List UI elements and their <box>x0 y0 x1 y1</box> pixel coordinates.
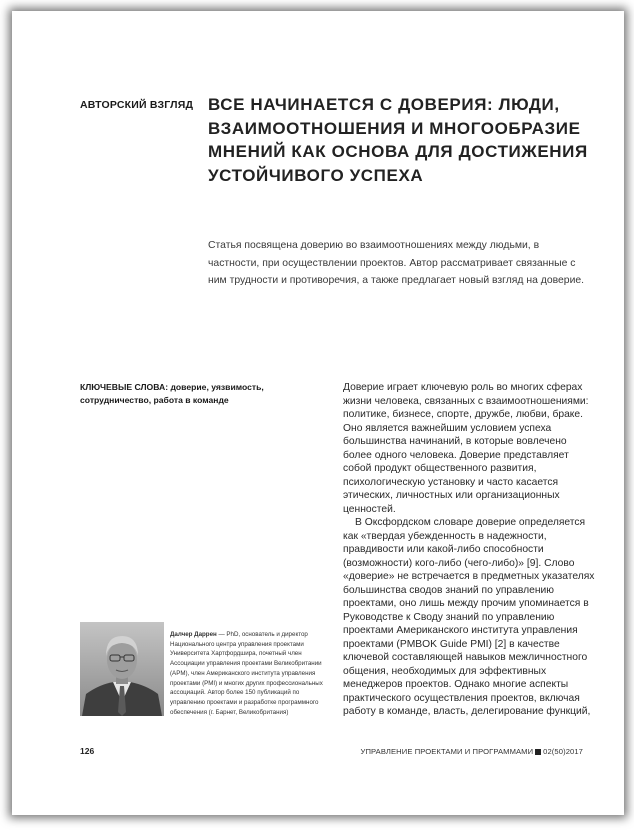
author-name: Далчер Даррен <box>170 631 217 638</box>
journal-name: УПРАВЛЕНИЕ ПРОЕКТАМИ И ПРОГРАММАМИ <box>360 747 534 756</box>
square-separator-icon <box>535 749 541 755</box>
article-body <box>343 381 598 719</box>
section-label: АВТОРСКИЙ ВЗГЛЯД <box>80 99 194 111</box>
keywords: КЛЮЧЕВЫЕ СЛОВА: доверие, уязвимость, сотрудничество, работа в команде <box>80 382 264 405</box>
journal-page <box>12 11 624 815</box>
body-paragraph: В Оксфордском словаре доверие определяется как «твердая убежденность в надежности, правдивости или какой-либо способности (возможности) кого-либо (чего-либо)» [9]. Слово «доверие» не встречается в предметных указателях большинства сводов знаний по управлению проектами, оно лишь между прочим упоминается в Руководстве к Своду знаний по управлению проектами Американского института управления проектами (PMBOK Guide PMI) [2] в качестве ключевой составляющей навыков межличностного общения, необходимых для эффективных менеджеров проектов. Однако многие аспекты практического осуществления проектов, включая работу в команде, власть, делегирование функций, <box>343 517 595 717</box>
journal-issue: 02(50)2017 <box>543 747 583 756</box>
body-paragraph: Доверие играет ключевую роль во многих сферах жизни человека, связанных с взаимоотношениями: политике, бизнесе, спорте, дружбе, любви, браке. Оно является важнейшим условием успеха большинства начинаний, в которые вовлечено более одного человека. Доверие представляет собой продукт общественного развития, психологическую установку и часто касается этических, личностных или организационных ценностей. <box>343 382 589 515</box>
author-bio <box>170 630 334 717</box>
journal-footer <box>361 747 583 756</box>
page-number: 126 <box>80 746 95 756</box>
article-title: ВСЕ НАЧИНАЕТСЯ С ДОВЕРИЯ: ЛЮДИ, ВЗАИМООТНОШЕНИЯ И МНОГООБРАЗИЕ МНЕНИЙ КАК ОСНОВА ДЛЯ ДОСТИЖЕНИЯ УСТОЙЧИВОГО УСПЕХА <box>208 95 588 185</box>
article-abstract: Статья посвящена доверию во взаимоотношениях между людьми, в частности, при осуществлении проектов. Автор рассматривает связанные с ним трудности и противоречия, а также предлагает новый взгляд на доверие. <box>208 240 585 287</box>
author-description: — PhD, основатель и директор Национального центра управления проектами Университета Хартфордшира, почетный член Ассоциации управления проектами Великобритании (APM), член Американского института управления проектами (PMI) и многих других профессиональных ассоциаций. Автор более 150 публикаций по управлению проектами и разработке программного обеспечения (г. Барнет, Великобритания) <box>170 631 323 716</box>
author-photo <box>80 622 164 716</box>
author-portrait-image <box>80 622 164 716</box>
